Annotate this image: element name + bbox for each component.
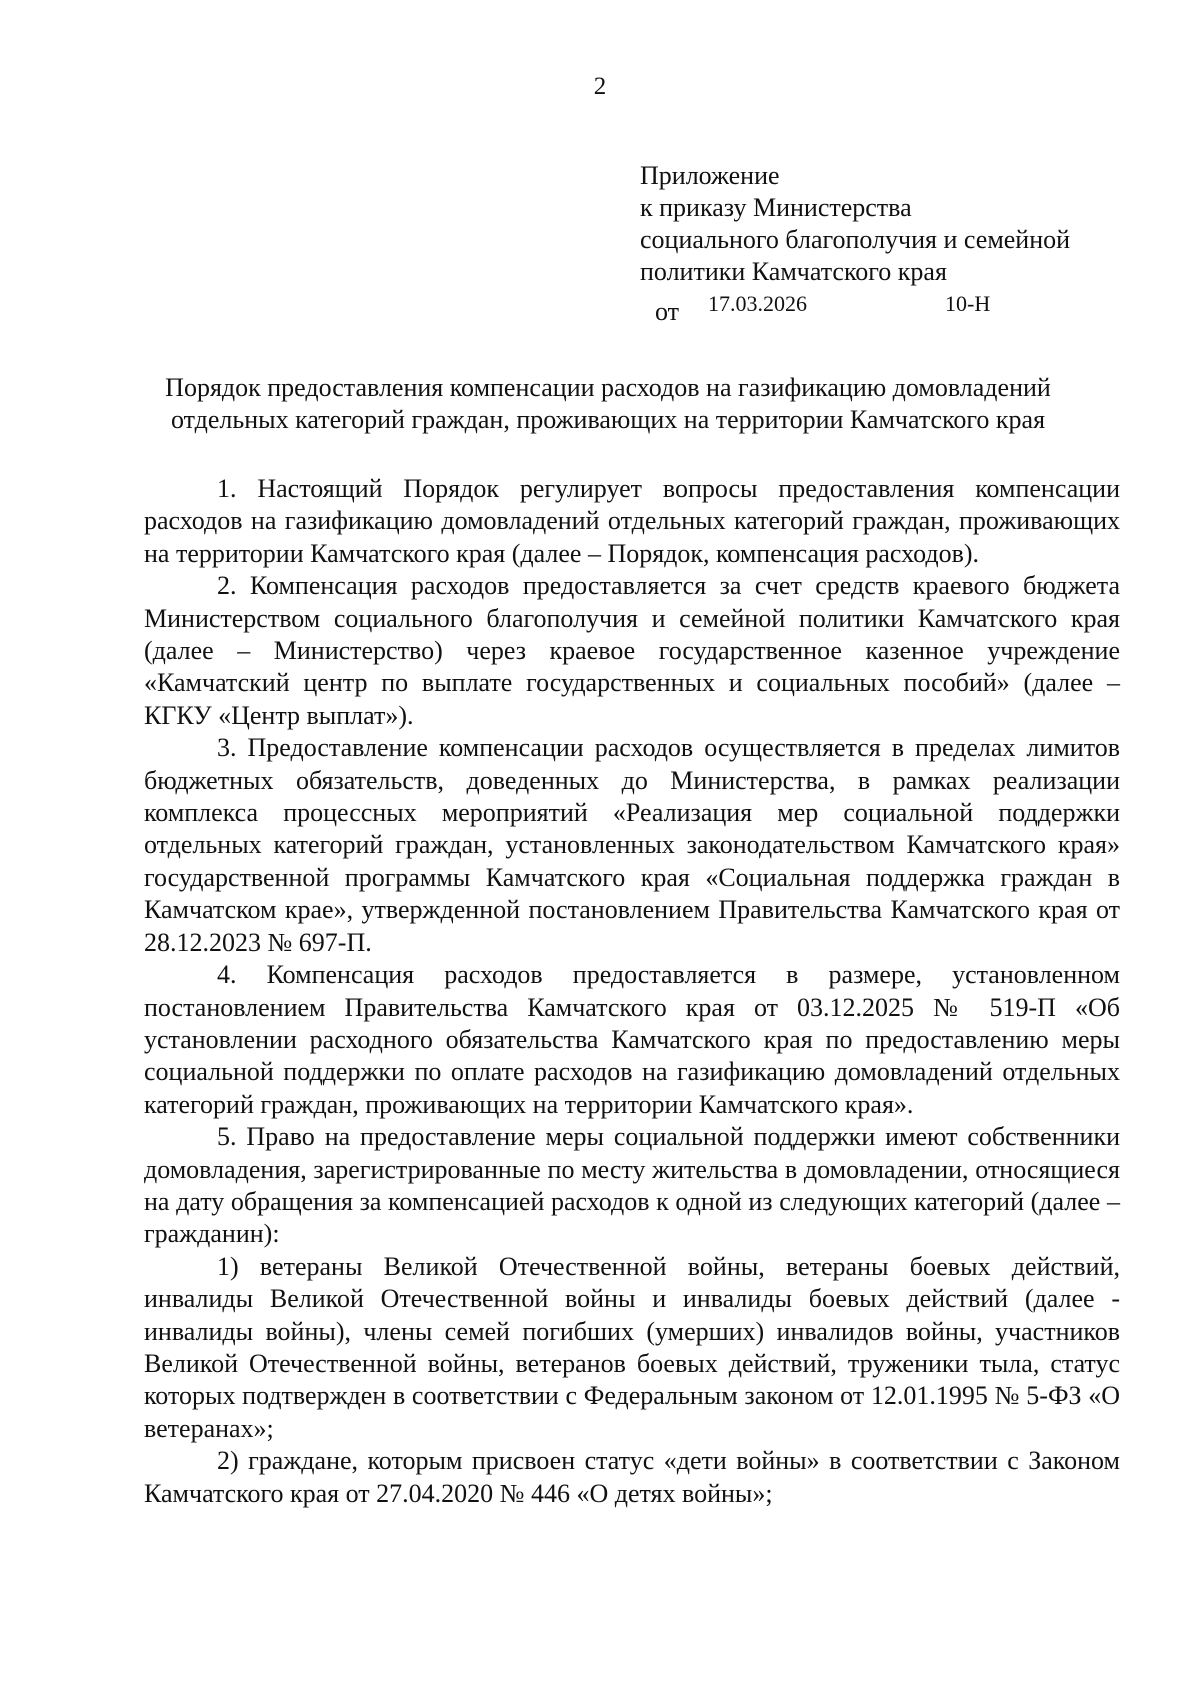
page-number: 2 (593, 73, 607, 100)
paragraph: 5. Право на предоставление меры социальной поддержки имеют собственники домовладения, зарегистрированные по месту жительства в домовладении, относящиеся на дату обращения за компенсацией расходов к одной из следующих категорий (далее – гражданин): (144, 1122, 1120, 1249)
order-date: 17.03.2026 (708, 291, 807, 316)
document-body (144, 473, 1120, 1510)
order-prefix: от (655, 297, 680, 326)
appendix-header (640, 160, 1160, 288)
appendix-line: социального благополучия и семейной (640, 225, 1071, 254)
paragraph: 2. Компенсация расходов предоставляется за счет средств краевого бюджета Министерством социального благополучия и семейной политики Камчатского края (далее – Министерство) через краевое государственное казенное учреждение «Камчатский центр по выплате государственных и социальных пособий» (далее – КГКУ «Центр выплат»). (144, 571, 1120, 730)
document-title (120, 372, 1096, 436)
order-number: 10-Н (945, 291, 991, 316)
title-line-2: отдельных категорий граждан, проживающих на территории Камчатского края (170, 405, 1046, 434)
order-details (640, 293, 1160, 333)
title-line-1: Порядок предоставления компенсации расходов на газификацию домовладений (165, 373, 1051, 402)
paragraph: 3. Предоставление компенсации расходов осуществляется в пределах лимитов бюджетных обязательств, доведенных до Министерства, в рамках реализации комплекса процессных мероприятий «Реализация мер социальной поддержки отдельных категорий граждан, установленных законодательством Камчатского края» государственной программы Камчатского края «Социальная поддержка граждан в Камчатском крае», утвержденной постановлением Правительства Камчатского края от 28.12.2023 № 697-П. (144, 733, 1120, 957)
paragraph: 1) ветераны Великой Отечественной войны, ветераны боевых действий, инвалиды Великой Отечественной войны и инвалиды боевых действий (далее - инвалиды войны), члены семей погибших (умерших) инвалидов войны, участников Великой Отечественной войны, ветеранов боевых действий, труженики тыла, статус которых подтвержден в соответствии с Федеральным законом от 12.01.1995 № 5-ФЗ «О ветеранах»; (144, 1251, 1120, 1443)
paragraph: 2) граждане, которым присвоен статус «дети войны» в соответствии с Законом Камчатского края от 27.04.2020 № 446 «О детях войны»; (144, 1446, 1120, 1508)
paragraph: 1. Настоящий Порядок регулирует вопросы предоставления компенсации расходов на газификацию домовладений отдельных категорий граждан, проживающих на территории Камчатского края (далее – Порядок, компенсация расходов). (144, 474, 1120, 568)
appendix-line: Приложение (640, 161, 780, 190)
appendix-line: политики Камчатского края (640, 257, 947, 286)
paragraph: 4. Компенсация расходов предоставляется в размере, установленном постановлением Правительства Камчатского края от 03.12.2025 № 519-П «Об установлении расходного обязательства Камчатского края по предоставлению меры социальной поддержки по оплате расходов на газификацию домовладений отдельных категорий граждан, проживающих на территории Камчатского края». (144, 960, 1120, 1119)
appendix-line: к приказу Министерства (640, 193, 912, 222)
